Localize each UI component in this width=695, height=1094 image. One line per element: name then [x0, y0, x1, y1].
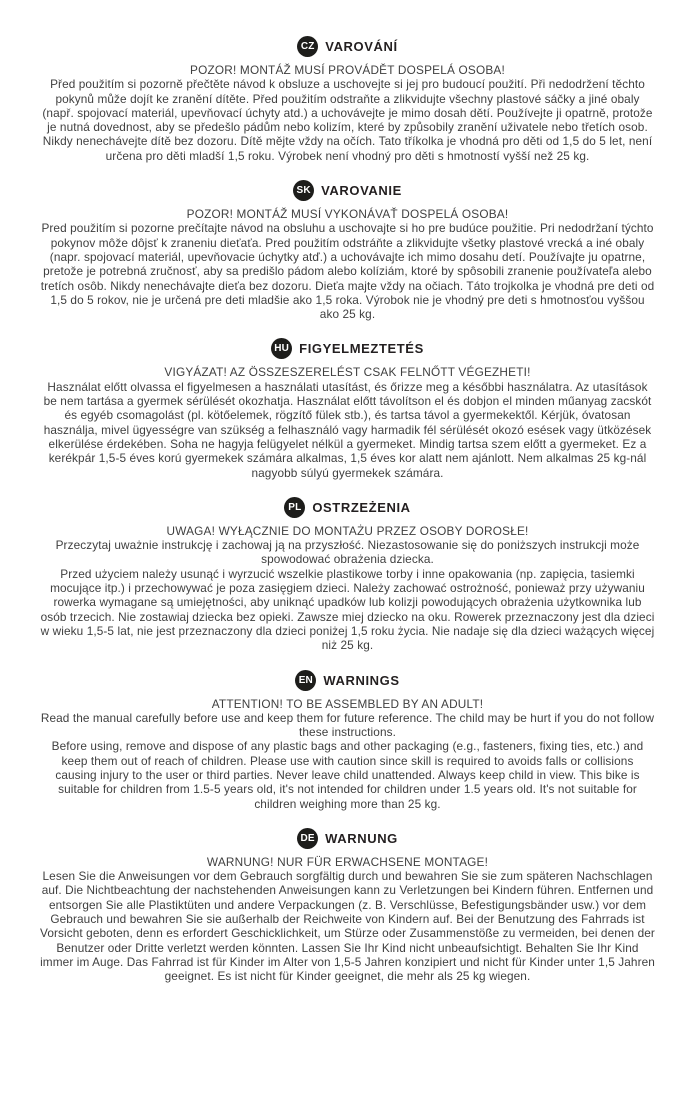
- language-badge-pl: PL: [284, 497, 305, 518]
- warning-paragraph-de-1: Lesen Sie die Anweisungen vor dem Gebrauch sorgfältig durch und bewahren Sie sie zum späteren Nachschlagen auf. Die Nichtbeachtung der nachstehenden Anweisungen kann zu Verletzungen bei Kindern führen. Entfernen und entsorgen Sie alle Plastiktüten und andere Verpackungen (z. B. Verschlüsse, Befestigungsbänder usw.) vor dem Gebrauch und bewahren Sie sie außerhalb der Reichweite von Kindern auf. Bei der Benutzung des Fahrrads ist Vorsicht geboten, denn es erfordert Geschicklichkeit, um Stürze oder Zusammenstöße zu vermeiden, bei denen der Benutzer oder Dritte verletzt werden könnten. Lassen Sie Ihr Kind nicht unbeaufsichtigt. Behalten Sie Ihr Kind immer im Auge. Das Fahrrad ist für Kinder im Alter von 1,5-5 Jahren konzipiert und nicht für Kinder unter 1,5 Jahren geeignet. Es ist nicht für Kinder geeignet, die mehr als 25 kg wiegen.: [40, 869, 655, 984]
- language-badge-sk: SK: [293, 180, 314, 201]
- warning-headline-de: WARNUNG! NUR FÜR ERWACHSENE MONTAGE!: [206, 854, 489, 869]
- section-hu: [40, 338, 655, 479]
- section-header-hu: [40, 338, 655, 359]
- warning-paragraph-en-1: Read the manual carefully before use and keep them for future reference. The child may be hurt if you do not follow these instructions.: [40, 710, 655, 740]
- warning-headline-pl: UWAGA! WYŁĄCZNIE DO MONTAŻU PRZEZ OSOBY DOROSŁE!: [166, 523, 529, 538]
- section-title-en: WARNINGS: [323, 672, 400, 688]
- section-pl: [40, 497, 655, 653]
- warning-paragraph-sk-1: Pred použitím si pozorne prečítajte návod na obsluhu a uschovajte si ho pre budúce použitie. Pri nedodržaní týchto pokynov môže dôjsť k zraneniu dieťaťa. Pred použitím odstráňte a zlikvidujte všetky plastové vrecká a iné obaly (napr. spojovací materiál, upevňovacie úchytky atď.) a uchovávajte ich mimo dosahu detí. Používajte ju opatrne, pretože je potrebná zručnosť, aby sa predišlo pádom alebo kolíziám, ktoré by spôsobili zranenie používateľa alebo tretích osôb. Nikdy nenechávajte dieťa bez dozoru. Dieťa majte vždy na očiach. Táto trojkolka je vhodná pre deti od 1,5 do 5 rokov, nie je určená pre deti mladšie ako 1,5 roka. Výrobok nie je vhodný pre deti s hmotnosťou vyššou ako 25 kg.: [40, 221, 655, 322]
- section-sk: [40, 180, 655, 321]
- language-badge-de: DE: [297, 828, 318, 849]
- section-header-sk: [40, 180, 655, 201]
- warning-paragraph-pl-1: Przeczytaj uważnie instrukcję i zachowaj ją na przyszłość. Niezastosowanie się do poniższych instrukcji może spowodować obrażenia dziecka.: [55, 538, 640, 567]
- section-title-sk: VAROVANIE: [321, 183, 402, 199]
- section-de: [40, 828, 655, 984]
- warning-headline-en: ATTENTION! TO BE ASSEMBLED BY AN ADULT!: [211, 696, 484, 711]
- section-title-de: WARNUNG: [325, 830, 398, 846]
- warning-headline-hu: VIGYÁZAT! AZ ÖSSZESZERELÉST CSAK FELNŐTT VÉGEZHETI!: [164, 365, 531, 380]
- warning-headline-sk: POZOR! MONTÁŽ MUSÍ VYKONÁVAŤ DOSPELÁ OSOBA!: [186, 207, 509, 222]
- language-badge-hu: HU: [271, 338, 292, 359]
- warnings-page: [40, 0, 655, 984]
- warning-paragraph-cz-1: Před použitím si pozorně přečtěte návod k obsluze a uschovejte si jej pro budoucí použití. Při nedodržení těchto pokynů může dojít ke zranění dítěte. Před použitím odstraňte a zlikvidujte všechny plastové sáčky a jiné obaly (např. spojovací materiál, upevňovací úchyty atd.) a uchovávejte je mimo dosah dětí. Používejte ji opatrně, protože je nutná dovednost, aby se předešlo pádům nebo kolizím, které by způsobily zranění uživatele nebo třetích osob. Nikdy nenechávejte dítě bez dozoru. Dítě mějte vždy na očích. Tato tříkolka je vhodná pro děti od 1,5 do 5 let, není určena pro děti mladší 1,5 roku. Výrobek není vhodný pro děti s hmotností vyšší než 25 kg.: [42, 77, 653, 163]
- language-badge-cz: CZ: [297, 36, 318, 57]
- section-en: [40, 670, 655, 811]
- section-title-cz: VAROVÁNÍ: [325, 39, 398, 54]
- section-header-pl: [40, 497, 655, 518]
- section-cz: [40, 36, 655, 163]
- section-title-pl: OSTRZEŻENIA: [312, 499, 411, 515]
- warning-paragraph-pl-2: Przed użyciem należy usunąć i wyrzucić wszelkie plastikowe torby i inne opakowania (np. zapięcia, tasiemki mocujące itp.) i przechowywać je poza zasięgiem dzieci. Należy zachować ostrożność, ponieważ przy używaniu rowerka wymagane są umiejętności, aby uniknąć upadków lub kolizji powodujących obrażenia użytkownika lub osób trzecich. Nie zostawiaj dziecka bez opieki. Zawsze miej dziecko na oku. Rowerek przeznaczony jest dla dzieci w wieku 1,5-5 lat, nie jest przeznaczony dla dzieci poniżej 1,5 roku życia. Nie nadaje się dla dzieci ważących więcej niż 25 kg.: [40, 566, 655, 653]
- section-header-en: [40, 670, 655, 691]
- warning-paragraph-hu-1: Használat előtt olvassa el figyelmesen a használati utasítást, és őrizze meg a későbbi használatra. Az utasítások be nem tartása a gyermek sérülését okozhatja. Használat előtt távolítson el és dobjon el minden műanyag zacskót és egyéb csomagolást (pl. kötőelemek, rögzítő fülek stb.), és tartsa távol a gyermekektől. Kérjük, óvatosan használja, mivel ügyességre van szükség a felhasználó vagy harmadik fél sérülését okozó esések vagy ütközések elkerülése érdekében. Soha ne hagyja felügyelet nélkül a gyermeket. Mindig tartsa szem előtt a gyermeket. Ez a kerékpár 1,5-5 éves korú gyermekek számára alkalmas, 1,5 éves kor alatt nem ajánlott. Nem alkalmas 25 kg-nál nagyobb súlyú gyermekek számára.: [43, 379, 652, 480]
- language-badge-en: EN: [295, 670, 316, 691]
- section-header-cz: [40, 36, 655, 57]
- section-title-hu: FIGYELMEZTETÉS: [299, 341, 424, 357]
- section-header-de: [40, 828, 655, 849]
- warning-headline-cz: POZOR! MONTÁŽ MUSÍ PROVÁDĚT DOSPELÁ OSOBA!: [190, 63, 505, 77]
- warning-paragraph-en-2: Before using, remove and dispose of any plastic bags and other packaging (e.g., fasteners, fixing ties, etc.) and keep them out of reach of children. Please use with caution since skill is required to avoids falls or collisions causing injury to the user or third parties. Never leave child unattended. Always keep child in view. This bike is suitable for children from 1.5-5 years old, it's not intended for children under 1.5 years old. It's not suitable for children weighing more than 25 kg.: [51, 739, 644, 811]
